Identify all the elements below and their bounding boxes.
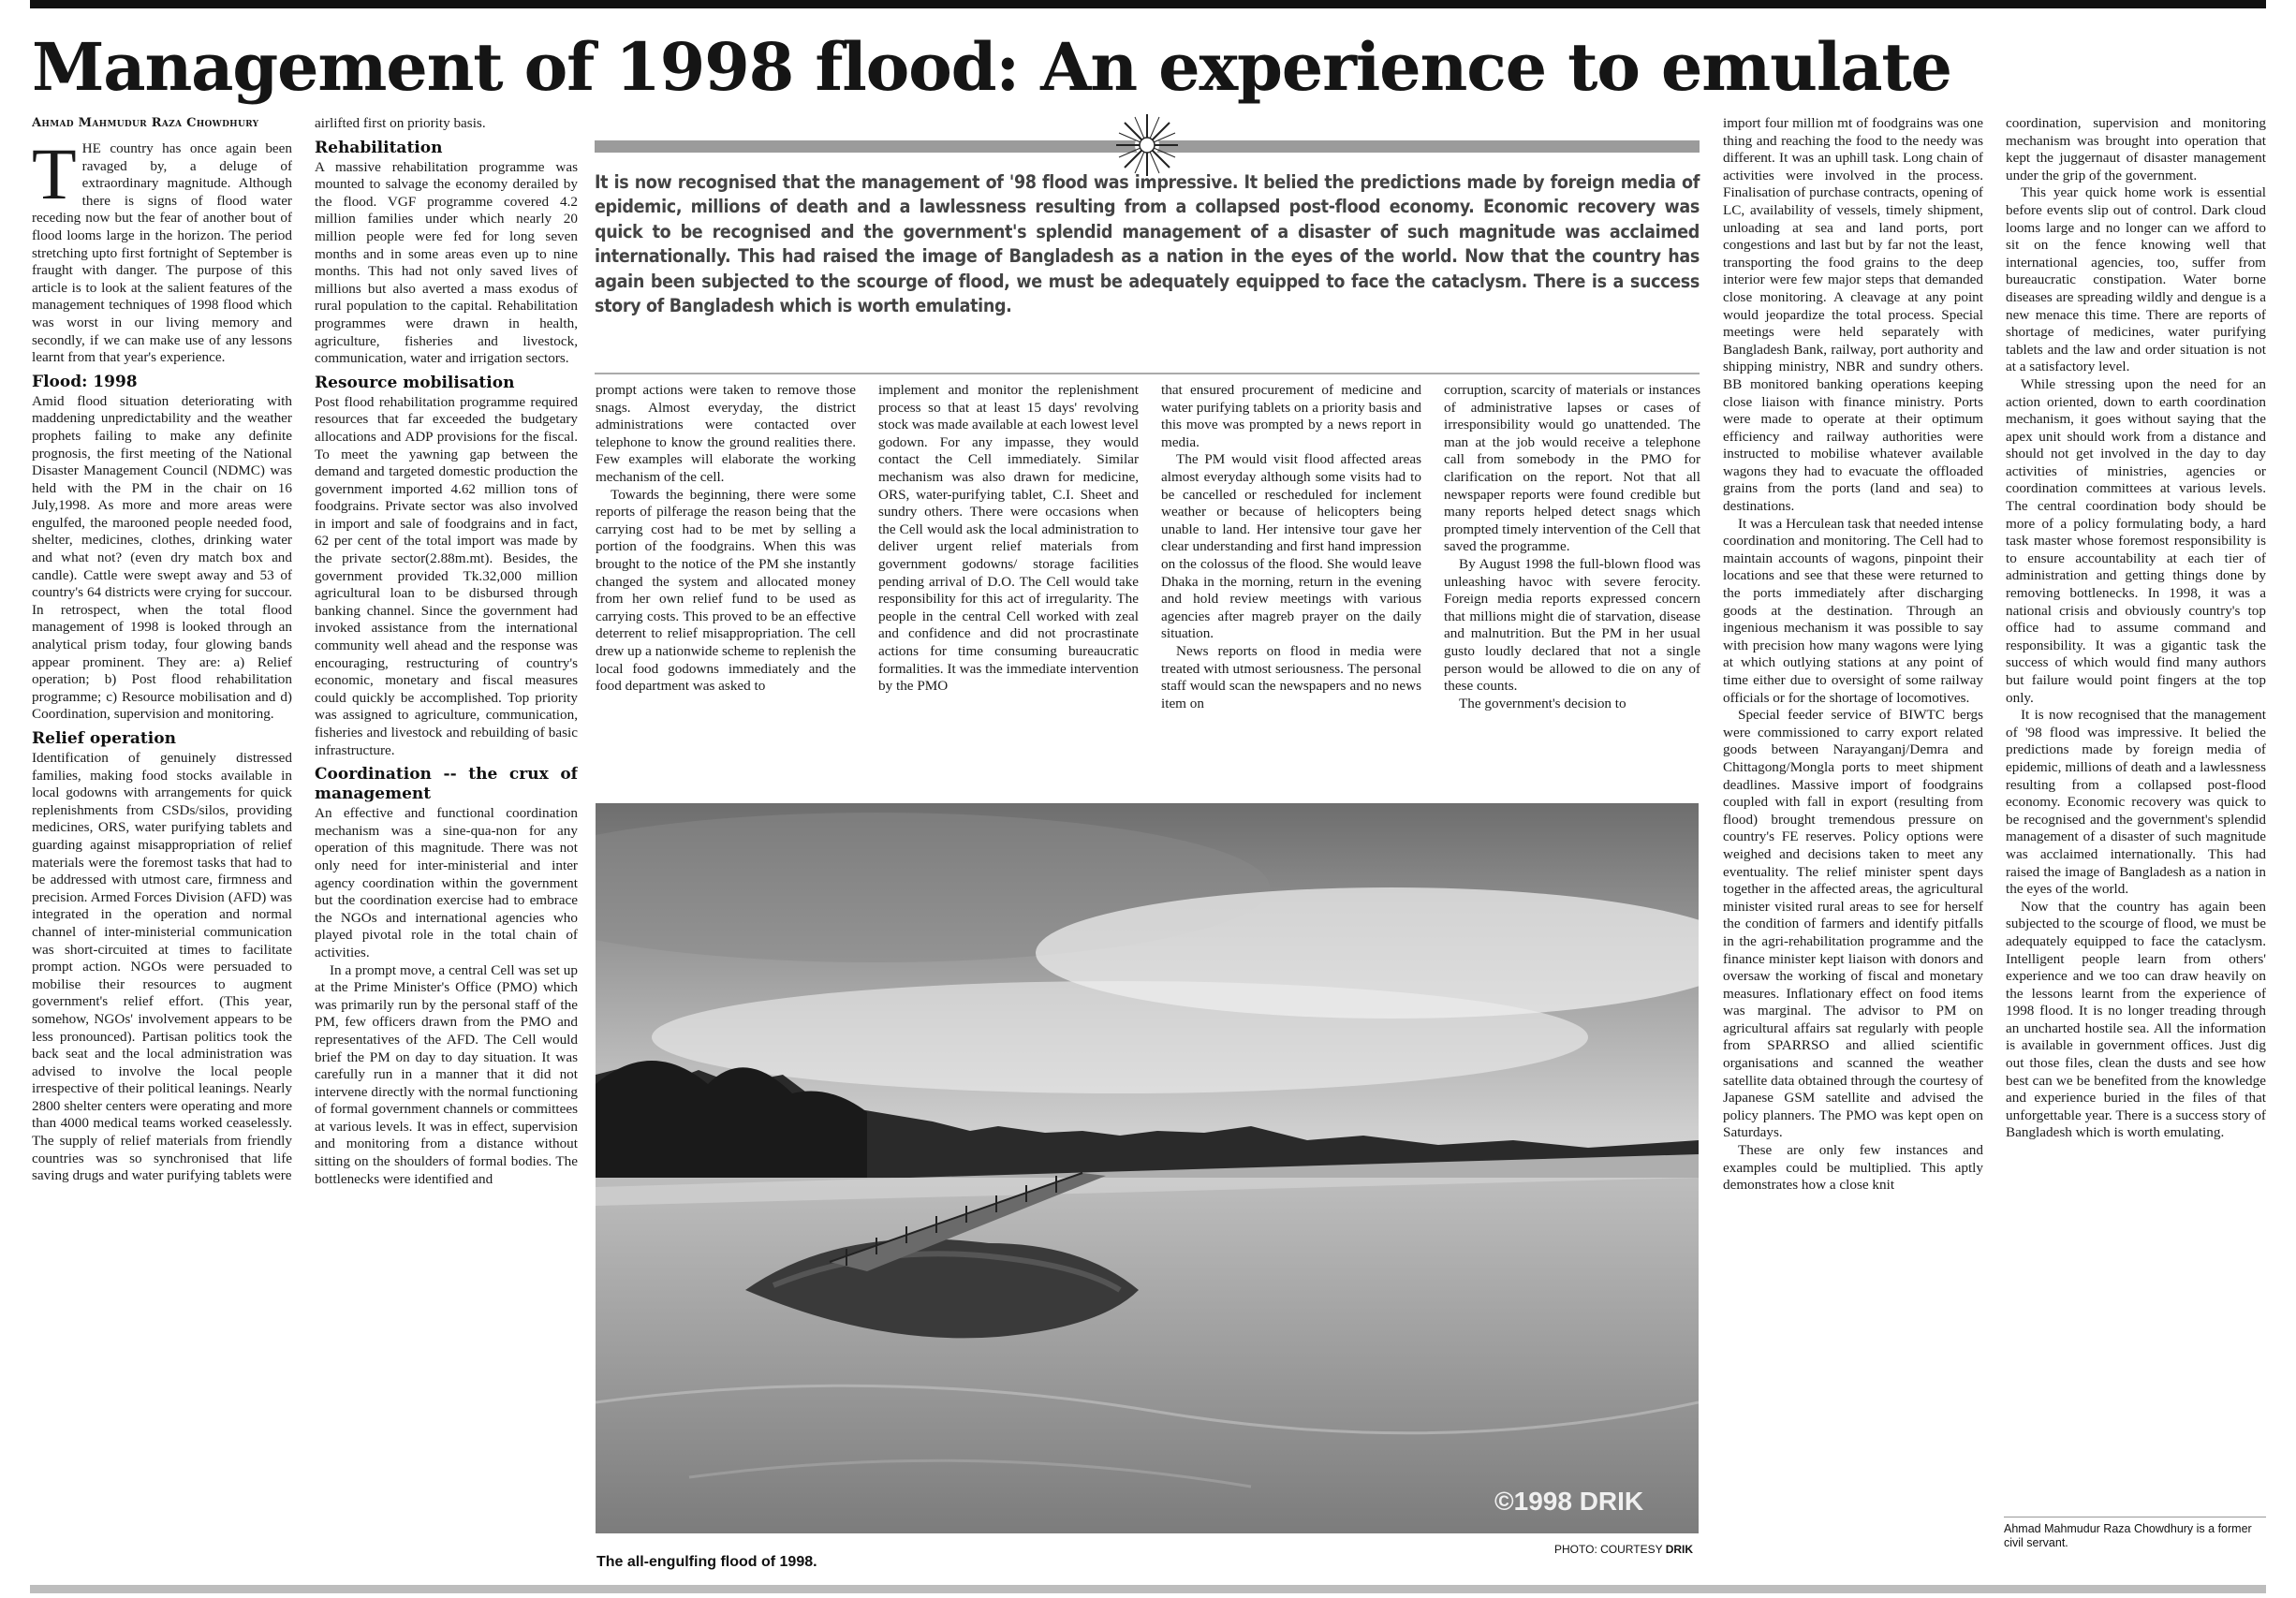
bottom-rule [30,1585,2266,1593]
paragraph: In a prompt move, a central Cell was set up at the Prime Minister's Office (PMO) which was primarily run by the personal staff of the PM, few officers drawn from the PMO and representatives of the AFD. The Cell would brief the PM on day to day situation. It was carefully run in a manner that it did not intervene directly with the normal functioning of formal government channels or committees at various levels. It was in effect, supervision and monitoring from a distance without sitting on the shoulders of formal bodies. The bottlenecks were identified and [315,961,578,1187]
column-4 [878,382,1139,791]
column-1 [32,115,292,1580]
paragraph: Post flood rehabilitation programme required resources that far exceeded the budgetary allocations and ADP provisions for the fiscal. To meet the yawning gap between the demand and targeted domestic production the government imported 4.62 million tons of foodgrains. Private sector was also involved in import and sale of foodgrains and in fact, 62 per cent of the total import was made by the private sector(2.88m.mt). Besides, the government provided Tk.32,000 million agricultural loan to be disbursed through banking channel. Since the government had invoked assistance from the international community well ahead and the response was encouraging, restructuring of country's economic, monetary and fiscal measures could quickly be accomplished. Top priority was assigned to agriculture, communication, fisheries and livestock and rebuilding of basic infrastructure. [315,393,578,758]
paragraph: While stressing upon the need for an action oriented, down to earth coordination mechanism, it goes without saying that the apex unit should work from a distance and should not get involved in the day to day activities of ministries, agencies or coordination committees at various levels. The central coordination body should be more of a policy formulating body, a hard task master whose foremost responsibility is to ensure accountability at each tier of administration and getting things done by removing bottlenecks. In 1998, it was a national crisis and obviously country's top office had to assume command and responsibility. It was a gigantic task the success of which would find many authors but failure would point fingers at the top only. [2006,375,2266,706]
paragraph: News reports on flood in media were treated with utmost seriousness. The personal staff would scan the newspapers and no news item on [1161,642,1421,711]
paragraph: This year quick home work is essential before events slip out of control. Dark cloud looms large and no longer can we afford to sit on the fence knowing well that international agencies, too, suffer from bureaucratic constipation. Water borne diseases are spreading wildly and dengue is a new menace this time. There are reports of shortage of medicines, water purifying tablets and the law and order situation is not at a satisfactory level. [2006,184,2266,375]
paragraph: Towards the beginning, there were some reports of pilferage the reason being that the carrying cost had to be met by selling a portion of the foodgrains. When this was brought to the notice of the PM she instantly changed the system and allocated money from her own relief fund to be used as carrying costs. This proved to be an effective deterrent to relief misappropriation. The cell drew up a nationwide scheme to replenish the local food godowns immediately and the food department was asked to [596,486,856,695]
paragraph: The government's decision to [1459,695,1626,711]
paragraph: Amid flood situation deteriorating with maddening unpredictability and the weather prophets failing to make any definite prognosis, the first meeting of the National Disaster Management Council (NDMC) was held with the PM in the chair on 16 July,1998. As more and more areas were engulfed, the marooned people needed food, shelter, medicines, clothes, drinking water and what not? (even dry match box and candle). Cattle were swept away and 53 of country's 64 districts were crying for succour. In retrospect, when the total flood management of 1998 is looked through an analytical prism today, four glowing bands appear prominent. They are: a) Relief operation; b) Post flood rehabilitation programme; c) Resource mobilisation and d) Coordination, supervision and monitoring. [32,392,292,723]
byline: Ahmad Mahmudur Raza Chowdhury [32,116,259,130]
photo-caption: The all-engulfing flood of 1998. [596,1554,817,1570]
drop-cap: T [32,133,77,214]
column-7 [1723,115,1983,1580]
paragraph: It was a Herculean task that needed intense coordination and monitoring. The Cell had to maintain accounts of wagons, pinpoint their locations and see that these were returned to the ports immediately after discharging goods at the destination. Through an ingenious mechanism it was possible to say with precision how many wagons were lying at which outlying stations at any point of time either due to oversight of some railway officials or for the shortage of locomotives. [1723,515,1983,706]
column-8 [2006,115,2266,1515]
section-heading-resource: Resource mobilisation [315,373,515,392]
photo-credit: PHOTO: COURTESY DRIK [1554,1543,1694,1556]
author-bio: Ahmad Mahmudur Raza Chowdhury is a former civil servant. [2004,1522,2252,1549]
section-heading-rehabilitation: Rehabilitation [315,138,443,157]
column-6 [1444,382,1700,791]
starburst-icon [1114,112,1180,178]
section-heading-coordination: Coordination -- the crux of management [315,765,578,804]
paragraph: By August 1998 the full-blown flood was unleashing havoc with severe ferocity. Foreign media reports expressed concern that millions might die of starvation, disease and malnutrition. But the PM in her usual gusto loudly declared that not a single person would be allowed to die on any of these counts. [1444,555,1700,695]
flood-photo-image [596,803,1699,1533]
paragraph: implement and monitor the replenishment process so that at least 15 days' revolving stock was made available at each lowest level godown. For any impasse, they would contact the Cell immediately. Similar mechanism was also drawn for medicine, ORS, water-purifying tablet, C.I. Sheet and sundry others. There were occasions when the Cell would ask the local administration to deliver urgent relief materials from government godowns/ storage facilities pending arrival of D.O. The Cell would take responsibility for this act of irregularity. The people in the central Cell worked with zeal and confidence and did not procrastinate actions for time consuming bureaucratic formalities. It was the immediate intervention by the PMO [878,382,1139,695]
paragraph: coordination, supervision and monitoring mechanism was brought into operation that kept the juggernaut of disaster management under the grip of the government. [2006,115,2266,183]
paragraph: import four million mt of foodgrains was one thing and reaching the food to the needy was different. It was an uphill task. Long chain of activities were involved in the process. Finalisation of purchase contracts, opening of LC, availability of vessels, timely shipment, unloading at sea and land ports, port congestions and last but by far not the least, transporting the food grains to the deep interior were few major steps that demanded close monitoring. A cleavage at any point would jeopardize the total process. Special meetings were held separately with Bangladesh Bank, railway, port authority and shipping ministry, NBR and sundry others. BB monitored banking operations keeping close liaison with finance ministry. Ports were made to operate at their optimum efficiency and railway authorities were instructed to mobilise whatever available wagons they had to evacuate the offloaded grains from the ports (land and sea) to destinations. [1723,115,1983,515]
flood-photo [596,803,1699,1533]
column-3 [596,382,856,791]
paragraph: Now that the country has again been subjected to the scourge of flood, we must be adequately equipped to face the cataclysm. Intelligent people learn from others' experience and we too can draw heavily on the lessons learnt from the experience of 1998 flood. It is no longer treading through an uncharted hostile sea. All the information is available in government offices. Just dig out those files, clean the dusts and see how best can we be benefited from the knowledge and experience buried in the files of that unforgettable year. There is a success story of Bangladesh which is worth emulating. [2006,898,2266,1141]
paragraph: Special feeder service of BIWTC bergs were commissioned to carry export related goods between Narayanganj/Demra and Chittagong/Mongla ports to meet shipment deadlines. Massive import of foodgrains coupled with fall in export (resulting from flood) brought tremendous pressure on country's FE reserves. Policy options were weighed and decisions taken to meet any eventuality. The relief minister spent days together in the affected areas, the agricultural minister visited rural areas to see for herself the condition of farmers and identify pitfalls in the agri-rehabilitation programme and the finance minister kept liaison with donors and oversaw the working of fiscal and monetary measures. Inflationary effect on food items was marginal. The advisor to PM on agricultural affairs sat regularly with people from SPARRSO and allied scientific organisations and scanned the weather satellite data obtained through the courtesy of Japanese GSM satellite and advised the policy planners. The PMO was kept open on Saturdays. [1723,707,1983,1141]
intro-paragraph: THE country has once again been ravaged by, a deluge of extraordinary magnitude. Although there is signs of flood water receding now but the fear of another bout of flood looms large in the horizon. The period stretching upto first fortnight of September is fraught with danger. The purpose of this article is to look at the salient features of the management techniques of 1998 flood which was worst in our living memory and secondly, if we can make use of any lessons learnt from that year's experience. [32,133,292,366]
paragraph: that ensured procurement of medicine and water purifying tablets on a priority basis and this move was prompted by a news report in media. [1161,382,1421,450]
paragraph: A massive rehabilitation programme was mounted to salvage the economy derailed by the flood. VGF programme covered 4.2 million families under which nearly 20 million people were fed for long seven months and in some areas even up to nine months. This had not only saved lives of millions but also averted a mass exodus of rural population to the capital. Rehabilitation programmes were drawn in health, agriculture, fisheries and livestock, communication, water and irrigation sectors. [315,158,578,367]
headline: Management of 1998 flood: An experience to emulate [32,28,1951,106]
top-rule [30,0,2266,8]
paragraph: prompt actions were taken to remove those snags. Almost everyday, the district administrations were contacted over telephone to know the ground realities there. Few examples will elaborate the working mechanism of the cell. [596,382,856,485]
paragraph: It is now recognised that the management of '98 flood was impressive. It belied the predictions made by foreign media of epidemic, millions of death and a lawlessness resulting from a collapsed post-flood economy. Economic recovery was quick to be recognised and the government's splendid management of a disaster of such magnitude was acclaimed internationally. This had raised the image of Bangladesh as a nation in the eyes of the world. [2006,707,2266,898]
paragraph: airlifted first on priority basis. [315,115,486,131]
paragraph: corruption, scarcity of materials or instances of administrative lapses or cases of irresponsibility would go unattended. The man at the job would receive a telephone call from somebody in the PMO for clarification on the report. Not that all newspaper reports were found credible but many reports helped detect snags which prompted timely intervention of the Cell that saved the programme. [1444,382,1700,555]
paragraph: Identification of genuinely distressed families, making food stocks available in local godowns with arrangements for quick replenishments from CSDs/silos, providing medicines, ORS, water purifying tablets and guarding against misappropriation of relief materials were the foremost tasks that had to be addressed with utmost care, firmness and precision. Armed Forces Division (AFD) was integrated in the operation and normal channel of inter-ministerial communication was short-circuited at times to facilitate prompt action. NGOs were persuaded to mobilise their resources to augment government's relief effort. (This year, somehow, NGOs' involvement appears to be less pronounced). Partisan politics took the back seat and the local administration was advised to involve the local people irrespective of their political leanings. Nearly 2800 shelter centers were operating and more than 4000 medical teams worked ceaselessly. The supply of relief materials from friendly countries was so synchronised that life saving drugs and water purifying tablets were [32,750,292,1184]
column-2 [315,115,578,1580]
section-heading-flood: Flood: 1998 [32,372,138,391]
section-heading-relief: Relief operation [32,729,176,748]
paragraph: These are only few instances and examples could be multiplied. This aptly demonstrates how a close knit [1723,1142,1983,1194]
paragraph: The PM would visit flood affected areas almost everyday although some visits had to be cancelled or rescheduled for inclement weather or because of helicopters being unable to land. Her intensive tour gave her clear understanding and first hand impression on the colossus of the flood. She would leave Dhaka in the morning, return in the evening and hold review meetings with various agencies after magreb prayer on the daily situation. [1161,451,1421,642]
pull-quote-rule [595,373,1700,374]
paragraph: An effective and functional coordination mechanism was a sine-qua-non for any operation of this magnitude. There was not only need for inter-ministerial and inter agency coordination within the government but the coordination exercise had to embrace the NGOs and international agencies who played pivotal role in the total chain of activities. [315,805,578,960]
pull-quote: It is now recognised that the management of '98 flood was impressive. It belied the predictions made by foreign media of epidemic, millions of death and a lawlessness resulting from a collapsed post-flood economy. Economic recovery was quick to be recognised and the government's splendid management of a disaster of such magnitude was acclaimed internationally. This had raised the image of Bangladesh as a nation in the eyes of the world. Now that the country has again been subjected to the scourge of flood, we must be adequately equipped to face the cataclysm. There is a success story of Bangladesh which is worth emulating. [595,171,1700,317]
column-5 [1161,382,1421,791]
photo-watermark: ©1998 DRIK [1494,1487,1644,1516]
